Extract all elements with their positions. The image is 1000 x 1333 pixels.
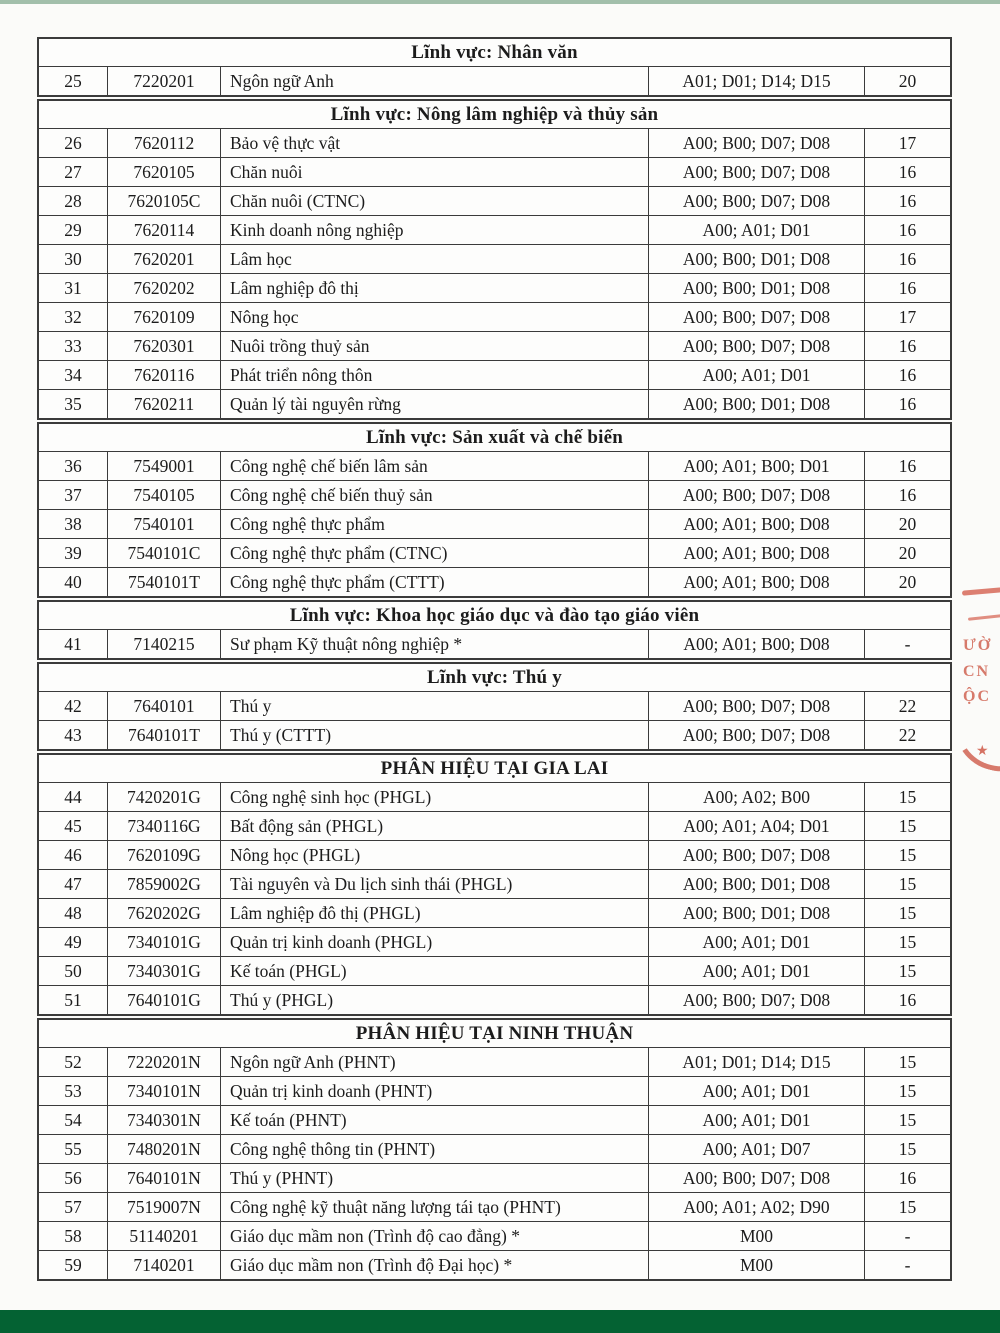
table-row: [39, 1163, 950, 1192]
table-row: [39, 273, 950, 302]
combo-cell: A00; A01; B00; D08: [649, 568, 865, 596]
name-cell: Kế toán (PHGL): [221, 957, 649, 985]
combo-cell: A00; B00; D01; D08: [649, 870, 865, 898]
code-cell: 7620202G: [108, 899, 221, 927]
name-cell: Thú y (CTTT): [221, 721, 649, 749]
table-row: [39, 480, 950, 509]
stt-cell: 44: [39, 783, 108, 811]
table-row: [39, 215, 950, 244]
table-row: [39, 389, 950, 418]
combo-cell: A00; B00; D07; D08: [649, 187, 865, 215]
table-row: [39, 157, 950, 186]
section-header: Lĩnh vực: Thú y: [427, 667, 562, 688]
code-cell: 7340116G: [108, 812, 221, 840]
code-cell: 7220201N: [108, 1048, 221, 1076]
code-cell: 7340301N: [108, 1106, 221, 1134]
top-green-bar: [0, 0, 1000, 4]
code-cell: 7859002G: [108, 870, 221, 898]
table-row: [39, 811, 950, 840]
score-cell: 16: [898, 484, 917, 505]
table-row: [39, 1076, 950, 1105]
score-cell: 16: [898, 219, 917, 240]
score-cell: 15: [898, 960, 917, 981]
table-row: [39, 509, 950, 538]
table-section: [37, 37, 952, 97]
stt-cell: 43: [39, 721, 108, 749]
table-row: [39, 1250, 950, 1279]
table-row: [39, 451, 950, 480]
combo-cell: A00; A01; B00; D01: [649, 452, 865, 480]
admissions-table: [37, 37, 952, 1283]
stamp-stroke-icon: [968, 614, 1000, 621]
code-cell: 7540101: [108, 510, 221, 538]
stt-cell: 53: [39, 1077, 108, 1105]
stt-cell: 25: [39, 67, 108, 95]
table-row: [39, 331, 950, 360]
name-cell: Nông học: [221, 303, 649, 331]
code-cell: 7620105C: [108, 187, 221, 215]
combo-cell: A00; B00; D07; D08: [649, 158, 865, 186]
table-row: [39, 1047, 950, 1076]
name-cell: Giáo dục mầm non (Trình độ Đại học) *: [221, 1251, 649, 1279]
table-row: [39, 567, 950, 596]
stt-cell: 40: [39, 568, 108, 596]
code-cell: 7340101G: [108, 928, 221, 956]
combo-cell: A00; A01; D01: [649, 928, 865, 956]
score-cell: 15: [898, 1138, 917, 1159]
stt-cell: 34: [39, 361, 108, 389]
score-cell: 20: [898, 513, 917, 534]
combo-cell: A00; B00; D07; D08: [649, 721, 865, 749]
stt-cell: 42: [39, 692, 108, 720]
stamp-stroke-icon: [962, 587, 1000, 595]
table-section: [37, 1018, 952, 1281]
name-cell: Phát triển nông thôn: [221, 361, 649, 389]
name-cell: Thú y (PHGL): [221, 986, 649, 1014]
combo-cell: A00; B00; D01; D08: [649, 390, 865, 418]
name-cell: Chăn nuôi (CTNC): [221, 187, 649, 215]
stt-cell: 26: [39, 129, 108, 157]
combo-cell: A00; B00; D07; D08: [649, 1164, 865, 1192]
stt-cell: 29: [39, 216, 108, 244]
code-cell: 7640101G: [108, 986, 221, 1014]
name-cell: Chăn nuôi: [221, 158, 649, 186]
code-cell: 7640101T: [108, 721, 221, 749]
code-cell: 7620105: [108, 158, 221, 186]
name-cell: Giáo dục mầm non (Trình độ cao đẳng) *: [221, 1222, 649, 1250]
code-cell: 7140201: [108, 1251, 221, 1279]
combo-cell: M00: [649, 1222, 865, 1250]
name-cell: Quản lý tài nguyên rừng: [221, 390, 649, 418]
name-cell: Công nghệ thực phẩm (CTNC): [221, 539, 649, 567]
stt-cell: 52: [39, 1048, 108, 1076]
name-cell: Kinh doanh nông nghiệp: [221, 216, 649, 244]
score-cell: 16: [898, 364, 917, 385]
section-header: PHÂN HIỆU TẠI GIA LAI: [380, 758, 609, 779]
score-cell: 20: [898, 542, 917, 563]
stt-cell: 49: [39, 928, 108, 956]
table-section: [37, 600, 952, 660]
score-cell: 15: [898, 1109, 917, 1130]
table-row: [39, 1105, 950, 1134]
stt-cell: 41: [39, 630, 108, 658]
table-row: [39, 538, 950, 567]
stt-cell: 30: [39, 245, 108, 273]
table-row: [39, 869, 950, 898]
name-cell: Công nghệ kỹ thuật năng lượng tái tạo (PHNT): [221, 1193, 649, 1221]
code-cell: 7340101N: [108, 1077, 221, 1105]
score-cell: 22: [898, 695, 917, 716]
table-row: [39, 840, 950, 869]
code-cell: 7540101C: [108, 539, 221, 567]
name-cell: Công nghệ thực phẩm (CTTT): [221, 568, 649, 596]
section-header: Lĩnh vực: Nông lâm nghiệp và thủy sản: [330, 104, 659, 125]
stt-cell: 38: [39, 510, 108, 538]
score-cell: 22: [898, 724, 917, 745]
code-cell: 51140201: [108, 1222, 221, 1250]
name-cell: Sư phạm Kỹ thuật nông nghiệp *: [221, 630, 649, 658]
stamp-text-fragment: CN: [963, 663, 991, 680]
table-row: [39, 629, 950, 658]
table-row: [39, 244, 950, 273]
combo-cell: A00; A02; B00: [649, 783, 865, 811]
table-row: [39, 956, 950, 985]
table-row: [39, 691, 950, 720]
name-cell: Công nghệ sinh học (PHGL): [221, 783, 649, 811]
name-cell: Nông học (PHGL): [221, 841, 649, 869]
stt-cell: 31: [39, 274, 108, 302]
score-cell: -: [904, 1225, 911, 1246]
stt-cell: 56: [39, 1164, 108, 1192]
stt-cell: 58: [39, 1222, 108, 1250]
score-cell: 16: [898, 277, 917, 298]
code-cell: 7340301G: [108, 957, 221, 985]
score-cell: 17: [898, 306, 917, 327]
table-row: [39, 782, 950, 811]
combo-cell: A00; B00; D07; D08: [649, 332, 865, 360]
combo-cell: M00: [649, 1251, 865, 1279]
score-cell: 15: [898, 931, 917, 952]
table-row: [39, 1221, 950, 1250]
stamp-text-fragment: ƯỜ: [963, 637, 993, 654]
combo-cell: A00; A01; A02; D90: [649, 1193, 865, 1221]
stamp-circle-arc-icon: [948, 686, 1000, 781]
combo-cell: A00; B00; D01; D08: [649, 245, 865, 273]
combo-cell: A00; B00; D07; D08: [649, 692, 865, 720]
score-cell: 15: [898, 1051, 917, 1072]
score-cell: 16: [898, 1167, 917, 1188]
table-row: [39, 720, 950, 749]
name-cell: Bảo vệ thực vật: [221, 129, 649, 157]
code-cell: 7620201: [108, 245, 221, 273]
name-cell: Ngôn ngữ Anh (PHNT): [221, 1048, 649, 1076]
table-row: [39, 360, 950, 389]
code-cell: 7540101T: [108, 568, 221, 596]
score-cell: 16: [898, 335, 917, 356]
combo-cell: A00; A01; D01: [649, 957, 865, 985]
combo-cell: A00; B00; D07; D08: [649, 303, 865, 331]
red-stamp: [948, 583, 1000, 788]
section-header: Lĩnh vực: Khoa học giáo dục và đào tạo giáo viên: [289, 605, 700, 626]
stt-cell: 46: [39, 841, 108, 869]
stt-cell: 57: [39, 1193, 108, 1221]
table-row: [39, 186, 950, 215]
code-cell: 7620109G: [108, 841, 221, 869]
table-section: [37, 753, 952, 1016]
stt-cell: 59: [39, 1251, 108, 1279]
score-cell: 15: [898, 902, 917, 923]
code-cell: 7620211: [108, 390, 221, 418]
score-cell: 16: [898, 393, 917, 414]
code-cell: 7640101: [108, 692, 221, 720]
code-cell: 7549001: [108, 452, 221, 480]
name-cell: Ngôn ngữ Anh: [221, 67, 649, 95]
combo-cell: A00; A01; D01: [649, 361, 865, 389]
stt-cell: 27: [39, 158, 108, 186]
code-cell: 7620112: [108, 129, 221, 157]
code-cell: 7620116: [108, 361, 221, 389]
combo-cell: A00; A01; B00; D08: [649, 510, 865, 538]
code-cell: 7420201G: [108, 783, 221, 811]
code-cell: 7620202: [108, 274, 221, 302]
name-cell: Quản trị kinh doanh (PHGL): [221, 928, 649, 956]
code-cell: 7540105: [108, 481, 221, 509]
table-row: [39, 927, 950, 956]
combo-cell: A01; D01; D14; D15: [649, 67, 865, 95]
table-section: [37, 662, 952, 751]
code-cell: 7620109: [108, 303, 221, 331]
table-row: [39, 66, 950, 95]
score-cell: 17: [898, 132, 917, 153]
stt-cell: 32: [39, 303, 108, 331]
stt-cell: 50: [39, 957, 108, 985]
code-cell: 7220201: [108, 67, 221, 95]
stt-cell: 39: [39, 539, 108, 567]
table-row: [39, 985, 950, 1014]
name-cell: Thú y (PHNT): [221, 1164, 649, 1192]
code-cell: 7519007N: [108, 1193, 221, 1221]
name-cell: Thú y: [221, 692, 649, 720]
combo-cell: A00; B00; D07; D08: [649, 986, 865, 1014]
stt-cell: 55: [39, 1135, 108, 1163]
name-cell: Lâm nghiệp đô thị (PHGL): [221, 899, 649, 927]
score-cell: -: [904, 1254, 911, 1275]
score-cell: 20: [898, 70, 917, 91]
name-cell: Lâm nghiệp đô thị: [221, 274, 649, 302]
name-cell: Công nghệ chế biến thuỷ sản: [221, 481, 649, 509]
score-cell: 15: [898, 844, 917, 865]
name-cell: Kế toán (PHNT): [221, 1106, 649, 1134]
score-cell: -: [904, 633, 911, 654]
combo-cell: A00; A01; D01: [649, 1077, 865, 1105]
score-cell: 15: [898, 873, 917, 894]
code-cell: 7480201N: [108, 1135, 221, 1163]
name-cell: Công nghệ thực phẩm: [221, 510, 649, 538]
stt-cell: 33: [39, 332, 108, 360]
score-cell: 15: [898, 1196, 917, 1217]
stt-cell: 28: [39, 187, 108, 215]
stt-cell: 54: [39, 1106, 108, 1134]
stt-cell: 48: [39, 899, 108, 927]
score-cell: 15: [898, 1080, 917, 1101]
combo-cell: A00; B00; D07; D08: [649, 481, 865, 509]
combo-cell: A00; B00; D01; D08: [649, 899, 865, 927]
combo-cell: A00; A01; B00; D08: [649, 630, 865, 658]
bottom-green-bar: [0, 1310, 1000, 1333]
score-cell: 16: [898, 190, 917, 211]
code-cell: 7620301: [108, 332, 221, 360]
name-cell: Quản trị kinh doanh (PHNT): [221, 1077, 649, 1105]
name-cell: Lâm học: [221, 245, 649, 273]
star-icon: ★: [976, 744, 989, 759]
stt-cell: 47: [39, 870, 108, 898]
stt-cell: 51: [39, 986, 108, 1014]
code-cell: 7620114: [108, 216, 221, 244]
table-section: [37, 99, 952, 420]
score-cell: 15: [898, 815, 917, 836]
stt-cell: 37: [39, 481, 108, 509]
table-row: [39, 1192, 950, 1221]
section-header: Lĩnh vực: Sản xuất và chế biến: [365, 427, 624, 448]
stt-cell: 45: [39, 812, 108, 840]
score-cell: 16: [898, 989, 917, 1010]
name-cell: Công nghệ thông tin (PHNT): [221, 1135, 649, 1163]
combo-cell: A00; A01; B00; D08: [649, 539, 865, 567]
name-cell: Công nghệ chế biến lâm sản: [221, 452, 649, 480]
section-header: Lĩnh vực: Nhân văn: [411, 42, 578, 63]
score-cell: 20: [898, 571, 917, 592]
combo-cell: A00; A01; D01: [649, 1106, 865, 1134]
score-cell: 16: [898, 248, 917, 269]
code-cell: 7640101N: [108, 1164, 221, 1192]
combo-cell: A00; B00; D07; D08: [649, 841, 865, 869]
section-header: PHÂN HIỆU TẠI NINH THUẬN: [355, 1023, 634, 1044]
score-cell: 15: [898, 786, 917, 807]
table-section: [37, 422, 952, 598]
table-row: [39, 1134, 950, 1163]
table-row: [39, 898, 950, 927]
table-row: [39, 302, 950, 331]
name-cell: Nuôi trồng thuỷ sản: [221, 332, 649, 360]
combo-cell: A00; B00; D07; D08: [649, 129, 865, 157]
stamp-text-fragment: ỘC: [963, 688, 991, 705]
score-cell: 16: [898, 455, 917, 476]
stt-cell: 35: [39, 390, 108, 418]
combo-cell: A00; A01; A04; D01: [649, 812, 865, 840]
table-row: [39, 128, 950, 157]
combo-cell: A00; A01; D07: [649, 1135, 865, 1163]
code-cell: 7140215: [108, 630, 221, 658]
combo-cell: A01; D01; D14; D15: [649, 1048, 865, 1076]
name-cell: Tài nguyên và Du lịch sinh thái (PHGL): [221, 870, 649, 898]
name-cell: Bất động sản (PHGL): [221, 812, 649, 840]
stt-cell: 36: [39, 452, 108, 480]
combo-cell: A00; A01; D01: [649, 216, 865, 244]
combo-cell: A00; B00; D01; D08: [649, 274, 865, 302]
score-cell: 16: [898, 161, 917, 182]
